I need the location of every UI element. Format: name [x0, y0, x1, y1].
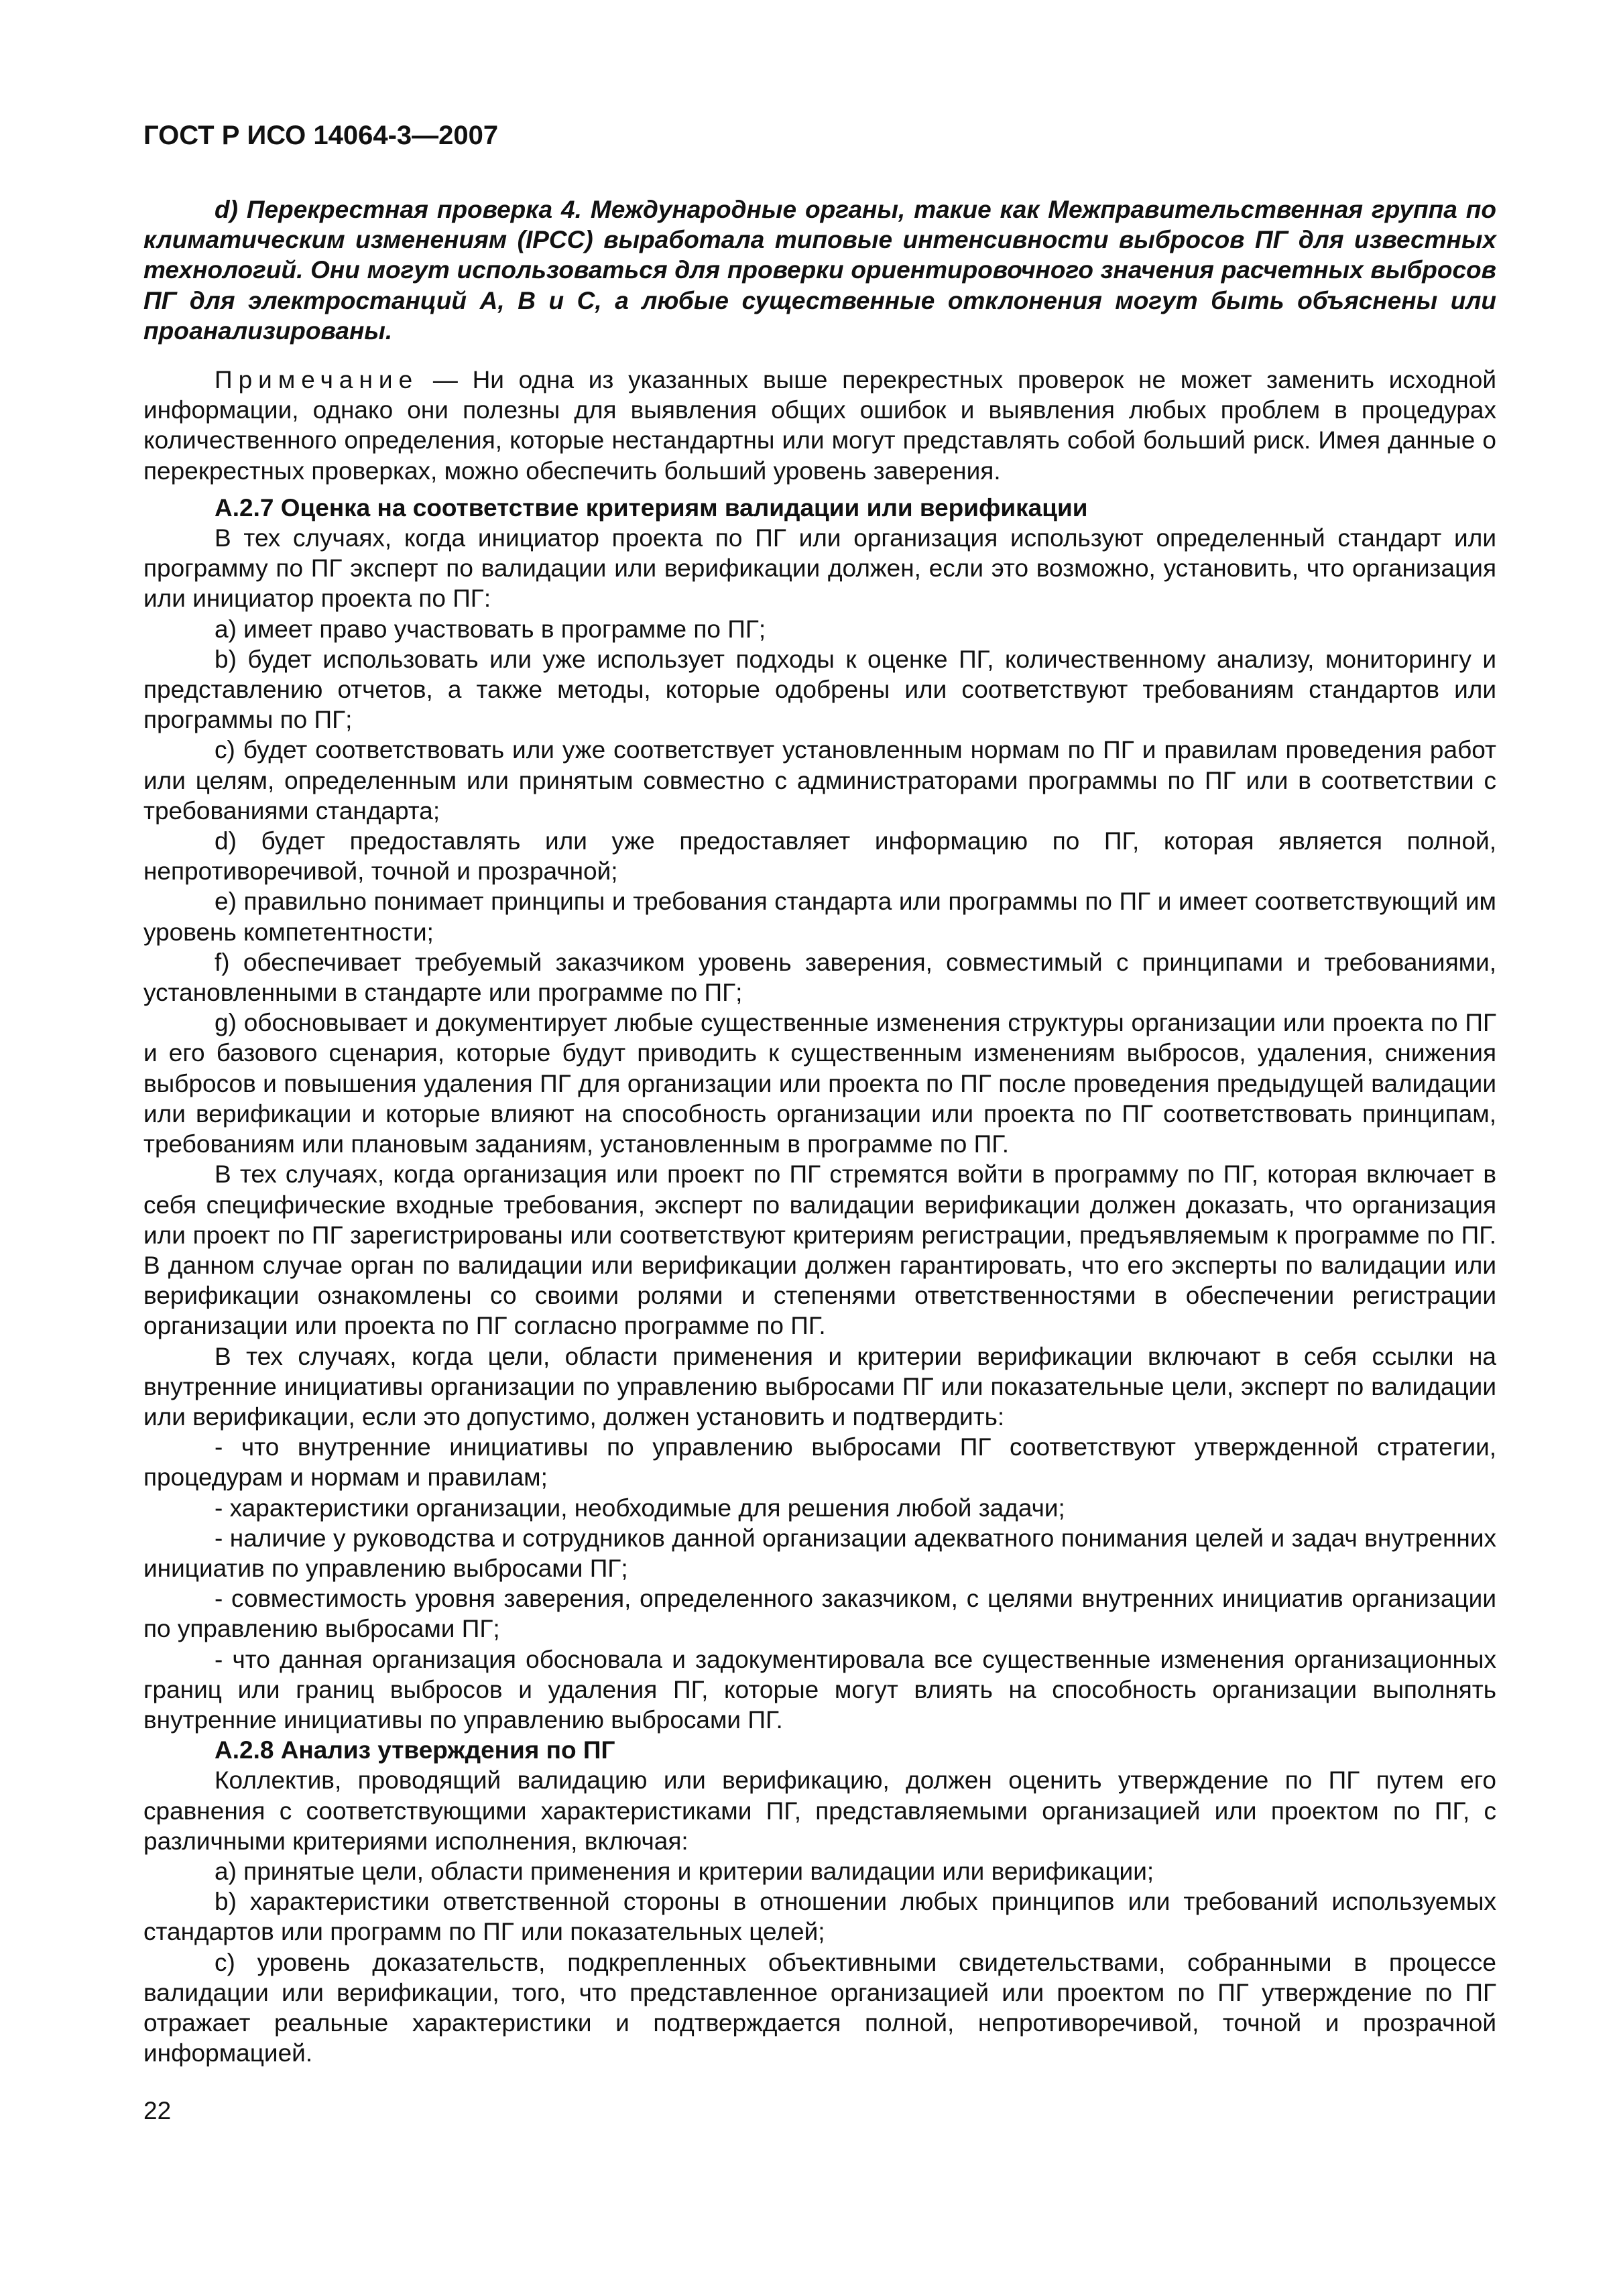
page-number: 22 [143, 2097, 172, 2124]
list-item: e) правильно понимает принципы и требования стандарта или программы по ПГ и имеет соответствующий им уровень компетентности; [143, 888, 1496, 946]
body-paragraph: В тех случаях, когда инициатор проекта по ПГ или организация используют определенный стандарт или программу по ПГ эксперт по валидации или верификации должен, если это возможно, установить, что организация или инициатор проекта по ПГ: [143, 524, 1496, 613]
note-label: Примечание [215, 366, 419, 394]
list-item: a) имеет право участвовать в программе по ПГ; [215, 615, 766, 643]
note-text: — Ни одна из указанных выше перекрестных проверок не может заменить исходной информации, однако они полезны для выявления общих ошибок и выявления любых проблем в процедурах количественного определения, которые нестандартны или могут представлять собой больший риск. Имея данные о перекрестных проверках, можно обеспечить больший уровень заверения. [143, 366, 1496, 485]
body-paragraph: В тех случаях, когда цели, области применения и критерии верификации включают в себя ссылки на внутренние инициативы организации по управлению выбросами ПГ или показательные цели, эксперт по валидации или верификации, если это допустимо, должен установить и подтвердить: [143, 1342, 1496, 1431]
dash-list-item: - совместимость уровня заверения, определенного заказчиком, с целями внутренних инициатив организации по управлению выбросами ПГ; [143, 1585, 1496, 1643]
list-item: b) характеристики ответственной стороны в отношении любых принципов или требований используемых стандартов или программ по ПГ или показательных целей; [143, 1888, 1496, 1946]
document-body [143, 194, 1496, 2068]
dash-list-item: - характеристики организации, необходимые для решения любой задачи; [215, 1494, 1065, 1522]
list-item: d) будет предоставлять или уже предоставляет информацию по ПГ, которая является полной, непротиворечивой, точной и прозрачной; [143, 827, 1496, 886]
note-paragraph [143, 365, 1496, 486]
section-heading-a27: А.2.7 Оценка на соответствие критериям валидации или верификации [215, 493, 1088, 522]
dash-list-item: - что данная организация обосновала и задокументировала все существенные изменения организационных границ или границ выбросов и удаления ПГ, которые могут влиять на способность организации выполнять внутренние инициативы по управлению выбросами ПГ. [143, 1645, 1496, 1734]
dash-list-item: - наличие у руководства и сотрудников данной организации адекватного понимания целей и задач внутренних инициатив по управлению выбросами ПГ; [143, 1524, 1496, 1582]
list-item: c) будет соответствовать или уже соответствует установленным нормам по ПГ и правилам проведения работ или целям, определенным или принятым совместно с администраторами программы по ПГ или в соответствии с требованиями стандарта; [143, 736, 1496, 825]
cross-check-paragraph: d) Перекрестная проверка 4. Международные органы, такие как Межправительственная группа по климатическим изменениям (IPCC) выработала типовые интенсивности выбросов ПГ для известных технологий. Они могут использоваться для проверки ориентировочного значения расчетных выбросов ПГ для электростанций А, В и С, а любые существенные отклонения могут быть объяснены или проанализированы. [143, 196, 1496, 345]
list-item: f) обеспечивает требуемый заказчиком уровень заверения, совместимый с принципами и требованиями, установленными в стандарте или программе по ПГ; [143, 948, 1496, 1007]
section-heading-a28: А.2.8 Анализ утверждения по ПГ [215, 1736, 615, 1764]
list-item: c) уровень доказательств, подкрепленных объективными свидетельствами, собранными в процессе валидации или верификации, того, что представленное организацией или проектом по ПГ утверждение по ПГ отражает реальные характеристики и подтверждается полной, непротиворечивой, точной и прозрачной информацией. [143, 1948, 1496, 2067]
list-item: a) принятые цели, области применения и критерии валидации или верификации; [215, 1857, 1154, 1885]
dash-list-item: - что внутренние инициативы по управлению выбросами ПГ соответствуют утвержденной стратегии, процедурам и нормам и правилам; [143, 1433, 1496, 1492]
body-paragraph: Коллектив, проводящий валидацию или верификацию, должен оценить утверждение по ПГ путем его сравнения с соответствующими характеристиками ПГ, представляемыми организацией или проектом по ПГ, с различными критериями исполнения, включая: [143, 1766, 1496, 1855]
body-paragraph: В тех случаях, когда организация или проект по ПГ стремятся войти в программу по ПГ, которая включает в себя специфические входные требования, эксперт по валидации верификации должен доказать, что организация или проект по ПГ зарегистрированы или соответствуют критериям регистрации, предъявляемым к программе по ПГ. В данном случае орган по валидации или верификации должен гарантировать, что его эксперты по валидации или верификации ознакомлены со своими ролями и степенями ответственностями в обеспечении регистрации организации или проекта по ПГ согласно программе по ПГ. [143, 1160, 1496, 1340]
list-item: g) обосновывает и документирует любые существенные изменения структуры организации или проекта по ПГ и его базового сценария, которые будут приводить к существенным изменениям выбросов, удаления, снижения выбросов и повышения удаления ПГ для организации или проекта по ПГ после проведения предыдущей валидации или верификации и которые влияют на способность организации или проекта по ПГ соответствовать принципам, требованиям или плановым заданиям, установленным в программе по ПГ. [143, 1009, 1496, 1158]
standard-code-header: ГОСТ Р ИСО 14064-3—2007 [143, 121, 499, 150]
list-item: b) будет использовать или уже использует подходы к оценке ПГ, количественному анализу, мониторингу и представлению отчетов, а также методы, которые одобрены или соответствуют требованиям стандартов или программы по ПГ; [143, 645, 1496, 734]
